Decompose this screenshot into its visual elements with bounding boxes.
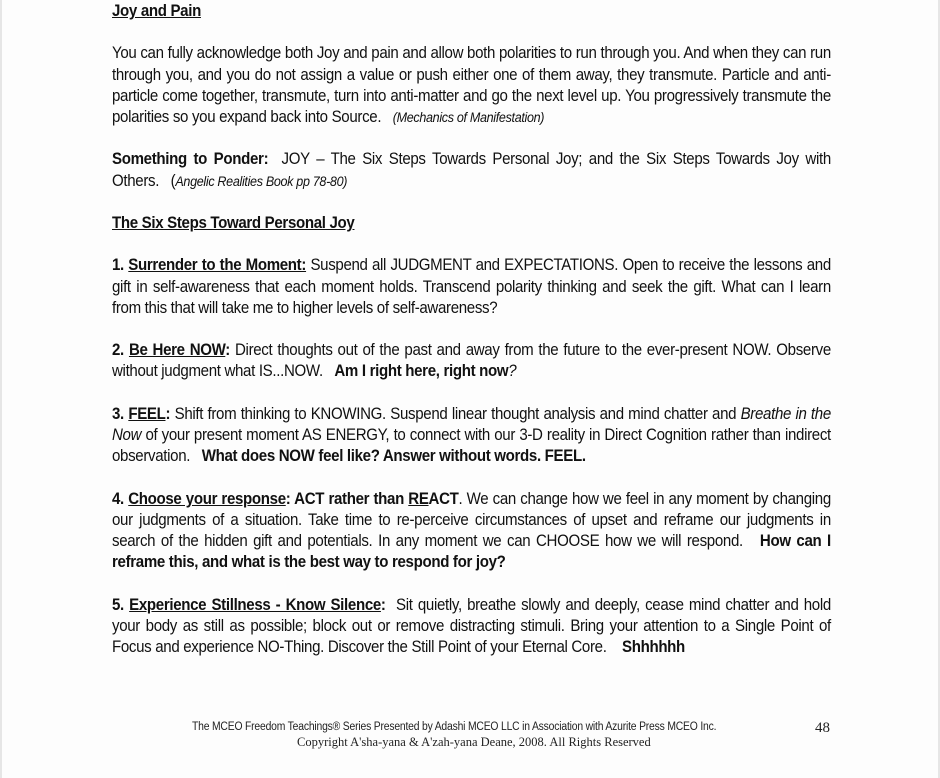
step-title: Be Here NOW <box>128 341 226 360</box>
step-3 <box>112 404 831 468</box>
step-number: 1. <box>112 256 124 275</box>
step-number: 4. <box>112 489 124 508</box>
step-text-b: of your present moment AS ENERGY, to connect with our 3-D reality in Direct Cognition rather than indirect observation. <box>112 425 831 466</box>
step-text-a: Shift from thinking to KNOWING. Suspend linear thought analysis and mind chatter and <box>174 404 737 423</box>
step-colon: : <box>380 595 386 614</box>
step-title: FEEL <box>128 404 166 423</box>
step-title: Experience Stillness - Know Silence <box>129 595 381 614</box>
ponder-paragraph <box>112 149 831 191</box>
step-1 <box>112 255 831 319</box>
intro-citation: (Mechanics of Manifestation) <box>392 110 545 125</box>
step-question: What does NOW feel like? Answer without words. FEEL. <box>201 447 586 466</box>
ponder-citation-open: ( <box>170 171 176 190</box>
steps-title: The Six Steps Toward Personal Joy <box>112 213 355 232</box>
step-number: 3. <box>112 404 124 423</box>
step-question: Am I right here, right now <box>334 362 509 381</box>
step-number: 5. <box>112 595 124 614</box>
intro-paragraph <box>112 43 831 128</box>
intro-text: You can fully acknowledge both Joy and pain and allow both polarities to run through you. And when they can run through you, and you do not assign a value or push either one of them away, they transmute. Particle and anti-particle come together, transmute, turn into anti-matter and go the next level up. You progressively transmute the polarities so you expand back into Source. <box>112 44 831 126</box>
step-act: ACT <box>428 489 459 508</box>
step-text: . We can change how we feel in any moment by changing our judgments of a situation. Take time to re-perceive circumstances of upset and reframe our judgments in search of the hidden gift and potentials. In any moment we can CHOOSE how we will respond. <box>112 489 831 550</box>
page-number: 48 <box>815 720 830 736</box>
step-title: Choose your response <box>128 489 286 508</box>
step-text: Suspend all JUDGMENT and EXPECTATIONS. Open to receive the lessons and gift in self-awareness that each moment holds. Transcend polarity thinking and seek the gift. What can I learn from this that will take me to higher levels of self-awareness? <box>112 256 831 317</box>
step-title: Surrender to the Moment: <box>128 256 307 275</box>
step-colon: : <box>225 341 230 360</box>
footer-series-line: The MCEO Freedom Teachings® Series Presented by Adashi MCEO LLC in Association with Azurite Press MCEO Inc. <box>192 721 717 733</box>
step-2 <box>112 340 831 382</box>
step-question-end: ? <box>508 362 517 381</box>
step-colon: : <box>165 404 171 423</box>
ponder-citation: Angelic Realities Book pp 78-80) <box>175 173 348 189</box>
section-title: Joy and Pain <box>112 2 201 20</box>
step-ending: Shhhhhh <box>621 637 685 656</box>
step-5 <box>112 595 831 659</box>
page-content <box>112 0 831 658</box>
step-text: Sit quietly, breathe slowly and deeply, cease mind chatter and hold your body as still as possible; block out or remove distracting stimuli. Bring your attention to a Single Point of Focus and experience NO-Thing. Discover the Still Point of your Eternal Core. <box>112 595 831 656</box>
step-number: 2. <box>112 341 124 360</box>
ponder-text: JOY – The Six Steps Towards Personal Joy; and the Six Steps Towards Joy with Others. <box>112 150 831 190</box>
ponder-label: Something to Ponder: <box>112 150 269 169</box>
step-text: Direct thoughts out of the past and away from the future to the ever-present NOW. Observe without judgment what IS...NOW. <box>112 341 831 381</box>
step-re: RE <box>408 489 429 508</box>
step-4 <box>112 489 831 574</box>
step-text-italic: Breathe in the Now <box>112 404 831 444</box>
footer-copyright-line: Copyright A'sha-yana & A'zah-yana Deane, 2008. All Rights Reserved <box>297 735 651 749</box>
step-colon-act: : ACT rather than <box>285 489 404 508</box>
step-question: How can I reframe this, and what is the best way to respond for joy? <box>112 531 831 572</box>
